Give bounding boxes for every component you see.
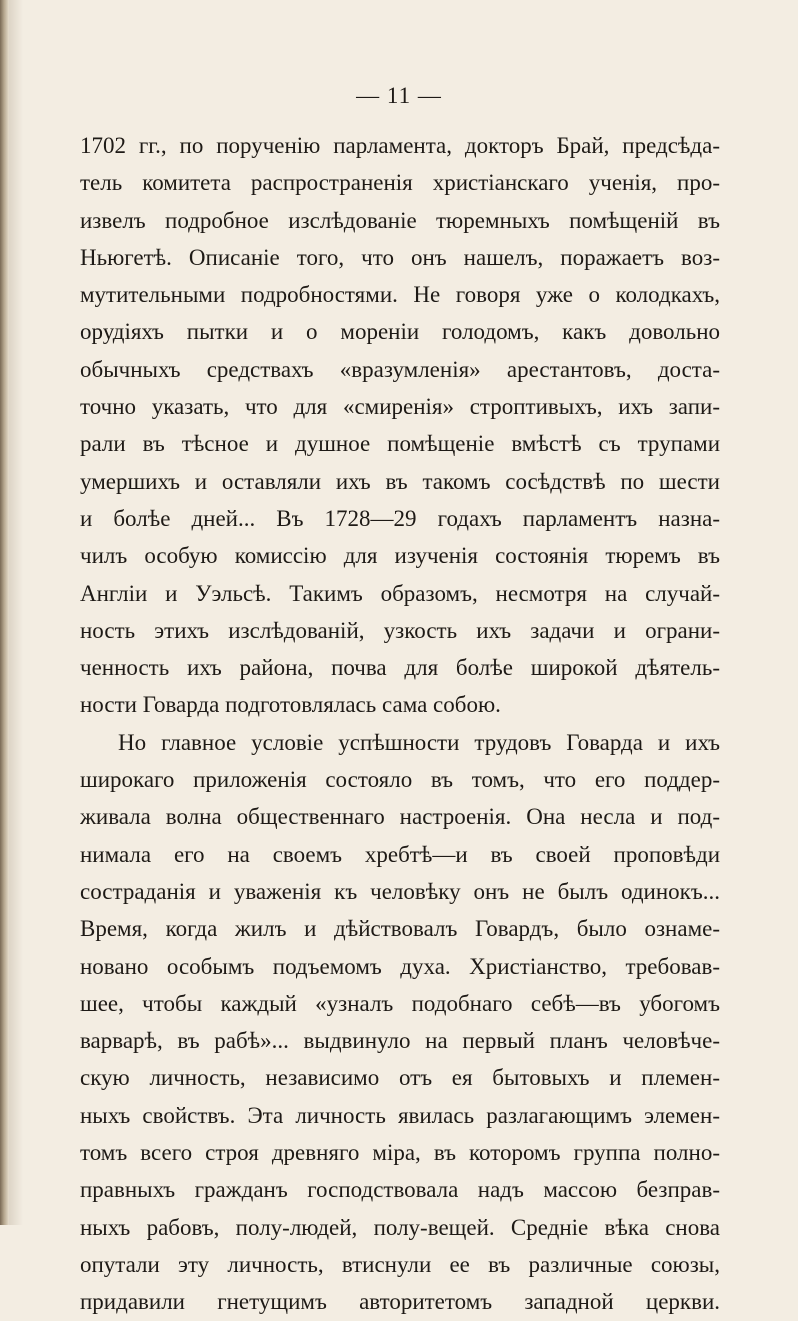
text-line: правныхъ гражданъ господствовала надъ массою безправ- <box>80 1177 720 1203</box>
text-line: новано особымъ подъемомъ духа. Христіанство, требовав- <box>80 953 720 979</box>
paragraph-start-line: Но главное условіе успѣшности трудовъ Говарда и ихъ <box>118 729 720 755</box>
text-line: извелъ подробное изслѣдованіе тюремныхъ помѣщеній въ <box>80 207 720 233</box>
text-line: обычныхъ средствахъ «вразумленія» арестантовъ, доста- <box>80 356 720 382</box>
body-text <box>80 127 720 1321</box>
text-line: живала волна общественнаго настроенія. Она несла и под- <box>80 804 720 830</box>
text-line: ныхъ рабовъ, полу-людей, полу-вещей. Средніе вѣка снова <box>80 1214 720 1240</box>
text-line: ченность ихъ района, почва для болѣе широкой дѣятель- <box>80 655 720 681</box>
text-line: ность этихъ изслѣдованій, узкость ихъ задачи и ограни- <box>80 617 720 643</box>
text-line: варварѣ, въ рабѣ»... выдвинуло на первый планъ человѣче- <box>80 1028 720 1054</box>
text-line: чилъ особую комиссію для изученія состоянія тюремъ въ <box>80 543 720 569</box>
text-line: шее, чтобы каждый «узналъ подобнаго себѣ—въ убогомъ <box>80 990 720 1016</box>
text-line: мутительными подробностями. Не говоря уже о колодкахъ, <box>80 282 720 308</box>
text-line: придавили гнетущимъ авторитетомъ западной церкви. <box>80 1289 720 1315</box>
text-line: состраданія и уваженія къ человѣку онъ не былъ одинокъ... <box>80 878 720 904</box>
text-line: умершихъ и оставляли ихъ въ такомъ сосѣдствѣ по шести <box>80 468 720 494</box>
text-line: рали въ тѣсное и душное помѣщеніе вмѣстѣ съ трупами <box>80 431 720 457</box>
text-line: и болѣе дней... Въ 1728—29 годахъ парламентъ назна- <box>80 505 720 531</box>
book-spine-edge <box>0 0 9 1225</box>
paragraph-end-line: ности Говарда подготовлялась сама собою. <box>80 692 501 718</box>
text-line: Англіи и Уэльсѣ. Такимъ образомъ, несмотря на случай- <box>80 580 720 606</box>
text-line: широкаго приложенія состояло въ томъ, что его поддер- <box>80 767 720 793</box>
text-line: опутали эту личность, втиснули ее въ различные союзы, <box>80 1251 720 1277</box>
text-line: точно указать, что для «смиренія» строптивыхъ, ихъ запи- <box>80 394 720 420</box>
text-line: орудіяхъ пытки и о мореніи голодомъ, какъ довольно <box>80 319 720 345</box>
text-line: нимала его на своемъ хребтѣ—и въ своей проповѣди <box>80 841 720 867</box>
text-line: скую личность, независимо отъ ея бытовыхъ и племен- <box>80 1065 720 1091</box>
text-line: томъ всего строя древняго міра, въ которомъ группа полно- <box>80 1140 720 1166</box>
text-line: Время, когда жилъ и дѣйствовалъ Говардъ, было ознаме- <box>80 916 720 942</box>
text-line: ныхъ свойствъ. Эта личность явилась разлагающимъ элемен- <box>80 1102 720 1128</box>
page-number: — 11 — <box>356 83 442 108</box>
text-line: 1702 гг., по порученію парламента, докторъ Брай, предсѣда- <box>80 133 720 158</box>
text-line: Ньюгетѣ. Описаніе того, что онъ нашелъ, поражаетъ воз- <box>80 244 720 270</box>
text-line: тель комитета распространенія христіанскаго ученія, про- <box>80 170 720 196</box>
gutter-shadow <box>9 0 23 1225</box>
